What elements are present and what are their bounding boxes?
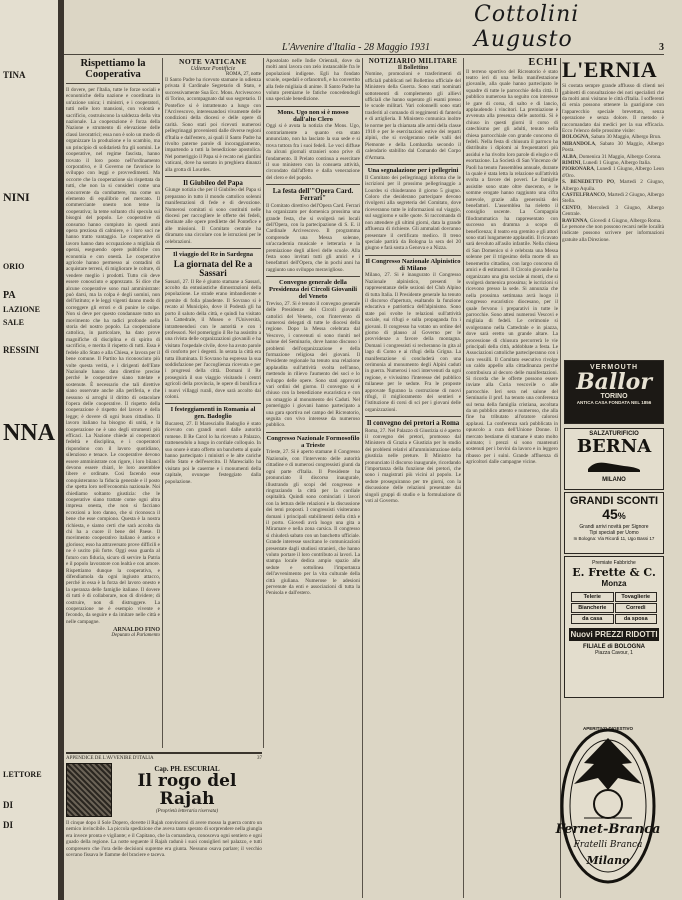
- frette-item: Telerie: [571, 592, 614, 602]
- ernia-location: PIORONARA, Lunedì 1 Giugno, Albergo Leon d'Oro.: [562, 166, 664, 179]
- ernia-location: S. BENEDETTO PO, Martedì 2 Giugno, Albergo Aquila.: [562, 179, 664, 192]
- frette-item: Corredi: [615, 603, 658, 613]
- ernia-text: Si costata sempre grande afflusso di clienti nei gabinetti di consultazione dei noti specialisti che da molti anni visitano le città d'Italia. I sofferenti di ernia possono ottenere la guarigione con l'apparecchio speciale brevettato, senza operazione e senza dolore. Il metodo è raccomandato dai medici per la sua efficacia. Ecco l'elenco delle prossime visite:: [562, 83, 664, 134]
- ernia-location: CENTO, Mercoledì 3 Giugno, Albergo Centrale.: [562, 204, 664, 218]
- serial-appendix: [66, 752, 262, 898]
- serial-label-row: [66, 756, 262, 761]
- article-body: Il Comitato direttivo dell'Opera Card. Ferrari ha organizzato per domenica prossima una grande festa, che si svolgerà nei locali dell'Opera, con la partecipazione di S. E. il Cardinale Arcivescovo. Il programma comprende una Messa solenne, un'accademia musicale e letteraria e la premiazione degli allievi delle scuole. Alla festa sono invitati tutti gli amici e i benefattori dell'Opera, che in pochi anni ha raggiunto uno sviluppo meraviglioso.: [266, 202, 360, 273]
- column-3: [266, 58, 360, 898]
- frette-prices: Nuovi PREZZI RIDOTTI: [570, 630, 658, 639]
- column-2: [165, 58, 261, 748]
- prev-fragment: LAZIONE: [3, 305, 40, 314]
- headline-opera-ferrari: La festa dell'"Opera Card. Ferrari": [272, 187, 354, 203]
- article-body: Il Santo Padre ha ricevuto stamane in udienza privata il Cardinale Segretario di Stato, e successivamente Sua Ecc. Mons. Arcivescovo di Torino, accompagnato dal suo segretario. Il Pontefice si è intrattenuto a lungo con l'Arcivescovo, interessandosi vivamente delle condizioni della diocesi e delle opere di carità. Sono stati poi ricevuti numerosi pellegrinaggi provenienti dalle diverse regioni d'Italia e dall'estero, ai quali il Santo Padre ha rivolto paterne parole di incoraggiamento, impartendo a tutti la benedizione apostolica. Nel pomeriggio il Papa si è recato nei giardini vaticani, dove ha sostato in preghiera dinanzi alla grotta di Lourdes.: [165, 76, 261, 173]
- ad-frette: [564, 556, 664, 698]
- headline-trieste: Congresso Nazionale Formosofilo a Trieste: [266, 434, 360, 449]
- article-body: Bucarest, 27. Il Maresciallo Badoglio è stato ricevuto con grandi onori dalle autorità romene. Il Re Carol lo ha ricevuto a Palazzo, trattenendolo a lungo in cordiale colloquio. In suo onore è stato offerto un banchetto al quale hanno partecipato i ministri e le alte cariche dello Stato e dell'esercito. Il Maresciallo ha visitato poi le caserme e i monumenti della capitale, ovunque festeggiato dalla popolazione.: [165, 421, 261, 485]
- ad-grandi-sconti: [564, 492, 664, 554]
- previous-page-edge: [0, 0, 60, 900]
- ballor-brand: VERMOUTH: [589, 364, 639, 371]
- page-3: [64, 0, 682, 900]
- article-body: Il dovere, per l'Italia, tutte le forze sociali e economiche della nazione e coordinata in un'azione unica; i ministri, e i cooperatori, tutti nelle loro mansioni, con volontà e sacrificio, costruiscono la saldezza della vita nazionale. La cooperazione è forza della Nazione e strumento di elevazione delle classi lavoratrici; essa non è solo un modo di organizzare la produzione e lo scambio, ma un principio di solidarietà fra gli uomini. Le cooperative, nel regime fascista, hanno trovato il loro posto nell'ordinamento corporativo, e il Governo ne favorisce lo sviluppo con leggi e provvedimenti. Ma occorre che la cooperazione sia rispettata da tutti, che non la si consideri come una concorrente da combattere, ma come un elemento di equilibrio nel mercato. Il commerciante onesto non teme la cooperativa; la teme soltanto chi specula sui bisogni del popolo. Le cooperative di consumo hanno compiuto in questi anni opera preziosa di calmiere, e i loro soci ne hanno tratto vantaggio. Le cooperative di lavoro hanno dato occupazione a migliaia di operai, eseguendo opere pubbliche con economia e con onestà. Le cooperative agricole hanno permesso ai contadini di acquistare terreni, di migliorare le colture, di vendere meglio i prodotti. Tutto ciò deve essere conosciuto e apprezzato. Si dice che alcune cooperative sono mal amministrate: può darsi, ma la colpa è degli uomini, non dell'istituto; e le leggi vigenti danno modo di correggere gli errori e di punire le colpe. Non si deve per questo condannare tutto un movimento che ha radici profonde nella storia del nostro popolo. La cooperazione cattolica, in particolare, ha dato prove magnifiche di disciplina e di spirito di sacrificio, e merita il rispetto di tutti. Essa è fedele allo Stato e alla Chiesa, e lavora per il bene comune. Il Partito ha riconosciuto più volte questa verità, e i dirigenti dell'Ente Nazionale hanno dato direttive precise perché le cooperative siano tutelate e sostenute. È necessario che tali direttive siano osservate anche alla periferia, e che nessuno si arroghi il diritto di ostacolare l'opera delle cooperative. Il rispetto della cooperazione è rispetto del lavoro e della legge; è dovere di ogni buon cittadino. Il lavoro italiano ha bisogno di unità, e la cooperazione ne è uno degli strumenti più efficaci. La Nazione chiede ai cooperatori fedeltà e disciplina, e i cooperatori rispondono con il lavoro quotidiano, silenzioso e tenace. Le cooperative devono essere amministrate con rigore, i loro bilanci devono essere chiari, le loro assemblee libere e ordinate. Così facendo esse conquisteranno la fiducia generale e il posto che spetta loro nell'economia nazionale. Noi chiediamo soltanto giustizia: che le cooperative siano trattate come ogni altra impresa onesta, che non si facciano eccezioni a loro danno, che si riconosca il bene che esse compiono. Questa è la nostra richiesta, e siamo certi che sarà accolta da chi ha a cuore il bene del Paese. Il movimento cooperativo italiano è antico e glorioso; esso ha attraversato prove difficili e ne è uscito più forte. Oggi esso guarda al futuro con fiducia, sicuro di servire la Patria e il popolo lavoratore con lealtà e con amore. Rispettiamo dunque la cooperativa, e difendiamola da ogni ingiusto attacco, perché in essa è la forza del lavoro onesto e la speranza delle famiglie italiane. Il dovere di tutti è di collaborare, non di dividere; di costruire, non di distruggere. La cooperazione ne è esempio vivente e fecondo, da seguire e da imitare nelle città e nelle campagne.: [66, 87, 160, 625]
- branca-name: Fernet-Branca: [555, 822, 661, 837]
- frette-item: da casa: [571, 614, 614, 624]
- ad-ernia: [562, 58, 664, 354]
- ernia-location: BOLOGNA, Sabato 30 Maggio, Albergo Brun.: [562, 134, 662, 141]
- frette-name: E. Frette & C.: [572, 566, 656, 579]
- frette-item: Tovaglierie: [615, 592, 658, 602]
- column-4: [365, 58, 461, 898]
- prev-fragment: ORIO: [3, 262, 25, 271]
- author-role: Deputato al Parlamento: [111, 633, 160, 639]
- serial-vignette: [66, 763, 112, 817]
- section-notiziario-militare: NOTIZIARIO MILITARE: [368, 58, 458, 65]
- berna-label: SALZATURIFICIO: [589, 431, 639, 437]
- subhead-bollettino: Il Bollettino: [397, 65, 429, 72]
- author-signature: ARNALDO FINO: [113, 627, 160, 634]
- ernia-location: RAVENNA, Giovedì 4 Giugno, Albergo Roma.: [562, 217, 662, 224]
- frette-branch: FILIALE di BOLOGNA: [583, 644, 645, 650]
- frette-items: [571, 592, 657, 624]
- frette-item: da sposa: [615, 614, 658, 624]
- headline-convegno-veneto: Convegno generale della Presidenza dei Circoli Giovanili del Veneto: [268, 279, 358, 300]
- headline-cooperativa: Rispettiamo la Cooperativa: [80, 58, 146, 81]
- frette-item: Biancherie: [571, 603, 614, 613]
- sconti-percent-row: 45%: [602, 506, 626, 522]
- ballor-line: ANTICA CASA FONDATA NEL 1856: [576, 400, 652, 405]
- ernia-location: CASTELFRANCO, Martedì 2 Giugno, Albergo Stella.: [562, 192, 664, 205]
- ballor-name: Ballor: [576, 369, 652, 395]
- section-echi: ECHI: [528, 58, 558, 68]
- headline-mons-ugo: Mons. Ugo non si è mosso dall'alto Clero: [277, 108, 349, 123]
- ad-fernet-branca: [554, 718, 662, 888]
- prev-fragment: RESSINI: [3, 345, 40, 355]
- prev-fragment: DI: [3, 820, 14, 830]
- serial-note: (Proprietà letteraria riservata): [155, 809, 219, 815]
- ernia-location: ALBA, Domenica 31 Maggio, Albergo Corona.: [562, 153, 662, 160]
- dateline: ROMA, 27, notte: [226, 71, 261, 77]
- article-body: Il Comitato dei pellegrinaggi informa che le iscrizioni per il prossimo pellegrinaggio a Lourdes si chiuderanno il giorno 5 giugno. Coloro che desiderano partecipare devono rivolgersi alla segreteria del Comitato, dove riceveranno tutte le informazioni sul viaggio, sul soggiorno e sulle quote. Si raccomanda di non attendere gli ultimi giorni, data la grande affluenza di richieste. Gli ammalati dovranno presentare il certificato medico. Il treno speciale partirà da Bologna la sera del 20 giugno e farà sosta a Genova e a Nizza.: [365, 174, 461, 252]
- shoe-icon: [584, 457, 644, 473]
- frette-city: Monza: [601, 579, 627, 588]
- article-body: Sassari, 27. Il Re è giunto stamane a Sassari, accolto da entusiastiche dimostrazioni della popolazione. Le strade erano imbandierate e gremite di folla plaudente. Il Sovrano si è recato al Municipio, dove il Podestà gli ha porto il saluto della città, e quindi ha visitato la Cattedrale, il Museo e l'Università, intrattenendosi con le autorità e con i professori. Nel pomeriggio il Re ha assistito a una rivista delle organizzazioni giovanili e ha visitato l'ospedale civile, dove ha avuto parole di conforto per i degenti. In serata la città era tutta illuminata. Il Sovrano ha espresso la sua soddisfazione per l'accoglienza ricevuta e per i progressi della città. Domani il Re proseguirà il suo viaggio visitando i centri agricoli della provincia, le opere di bonifica e i nuovi villaggi rurali, dove sarà accolto dai coloni.: [165, 278, 261, 400]
- article-body: Roma, 27. Nel Palazzo di Giustizia si è aperto il convegno dei pretori, promosso dal Ministero di Grazia e Giustizia per lo studio dei problemi relativi all'amministrazione della giustizia nelle preture. Il Ministro ha pronunciato il discorso inaugurale, ricordando l'importanza della funzione dei pretori, che sono i magistrati più vicini al popolo. Le sedute proseguiranno per tre giorni, con la discussione delle relazioni presentate dai singoli gruppi di studio e la formulazione di voti al Governo.: [365, 427, 461, 505]
- serial-author: Cap. PH. ESCURIAL: [154, 764, 220, 773]
- headline-giubileo: Il Giubileo del Papa: [183, 178, 243, 187]
- article-body: Oggi si è avuta la notizia che Mons. Ugo, contrariamente a quanto era stato annunciato, non ha lasciato la sua sede e si trova tuttora fra i suoi fedeli. Le voci diffuse da alcuni giornali stranieri sono prive di fondamento. Il Prelato continua a esercitare il suo ministero con la consueta attività, circondato dall'affetto e dalla venerazione del clero e del popolo.: [266, 123, 360, 181]
- ernia-text: Le persone che non possono recarsi nelle località indicate possono scrivere per informazioni gratuite alla Direzione.: [562, 224, 664, 243]
- section-note-vaticane: NOTE VATICANE: [179, 58, 247, 66]
- branca-city: Milano: [586, 854, 630, 867]
- running-header: [64, 40, 664, 55]
- prev-fragment: LETTORE: [3, 770, 42, 779]
- running-title: L'Avvenire d'Italia - 28 Maggio 1931: [282, 42, 431, 53]
- serial-appendix-label: APPENDICE DE L'AVVENIRE D'ITALIA: [66, 756, 154, 761]
- ernia-location: RIMINI, Lunedì 1 Giugno, Albergo Italia.: [562, 159, 651, 166]
- headline-badoglio: I festeggiamenti in Romania al gen. Badoglio: [170, 406, 256, 421]
- article-body: Giunge notizia che per il Giubileo del Papa si preparano in tutto il mondo cattolico solenni manifestazioni di fede e di devozione. Numerosi comitati si sono costituiti nelle diocesi per raccogliere le offerte dei fedeli, destinate alle opere predilette del Pontefice e alle missioni. Il Comitato centrale ha diramato una circolare con le istruzioni per le celebrazioni.: [165, 187, 261, 245]
- prev-fragment: SALE: [3, 318, 24, 327]
- prev-fragment: NNA: [3, 420, 55, 446]
- column-5: [466, 58, 558, 898]
- branca-maker: Fratelli Branca: [573, 840, 643, 850]
- ernia-title: L'ERNIA: [562, 58, 658, 82]
- page-number: 3: [659, 42, 664, 53]
- article-body: Apostolato nelle Indie Orientali, dove da molti anni lavora con zelo instancabile fra le popolazioni indigene. Egli ha fondato scuole, ospedali e orfanotrofi, e ha convertito alla fede migliaia di anime. Il Santo Padre ha voluto premiarne le fatiche concedendogli una speciale benedizione.: [266, 58, 360, 103]
- column-1: [66, 58, 160, 748]
- prev-fragment: TINA: [3, 70, 26, 80]
- prev-fragment: PA: [3, 290, 16, 301]
- article-body: Treviso, 27. Si è tenuto il convegno generale delle Presidenze dei Circoli giovanili cattolici del Veneto, con l'intervento di numerosi delegati di tutte le diocesi della regione. Dopo la Messa celebrata dal Vescovo, i convenuti si sono riuniti nel salone del Seminario, dove hanno discusso i problemi dell'organizzazione e della formazione religiosa dei giovani. Il Presidente regionale ha tenuto una relazione applaudita sull'attività svolta nell'anno, mettendo in rilievo l'aumento dei soci e lo sviluppo delle opere. Sono stati approvati vari ordini del giorno. Il convegno si è chiuso con la benedizione eucaristica e con un omaggio al monumento dei Caduti. Nel pomeriggio i giovani hanno partecipato a una gara sportiva nel campo del Ricreatorio, seguita con vivo interesse da numeroso pubblico.: [266, 300, 360, 429]
- headline-sassari: La giornata del Re a Sassari: [173, 258, 253, 279]
- branca-ring: APERITIVO DIGESTIVO: [582, 726, 633, 731]
- ernia-location: MIRANDOLA, Sabato 30 Maggio, Albergo Posta.: [562, 140, 664, 154]
- frette-address: Piazza Cavour, 1: [595, 650, 633, 656]
- subtitle-udienze: Udienze Pontificie: [190, 65, 236, 72]
- article-body: Milano, 27. Si è inaugurato il Congresso Nazionale alpinistico, presenti le rappresentanze delle sezioni del Club Alpino di tutta Italia. Il Presidente generale ha tenuto il discorso d'apertura, esaltando la funzione educativa e patriottica dell'alpinismo. Sono state poi svolte le relazioni sull'attività sociale, sui rifugi e sulla propaganda fra i giovani. Il congresso ha votato un ordine del giorno di plauso al Governo per le provvidenze a favore della montagna. Domani i congressisti si recheranno in gita al lago di Como e ai rifugi della Grigna. La manifestazione si concluderà con una cerimonia al monumento degli Alpini caduti in guerra. Numerosi i soci intervenuti da ogni regione, e vivissimo l'interesse del pubblico milanese per le sedute. Fra le proposte approvate figurano la costruzione di nuovi rifugi, il miglioramento dei sentieri e l'istituzione di corsi di sci per i giovani delle organizzazioni.: [365, 272, 461, 413]
- ad-ballor: [564, 360, 664, 424]
- sconti-line2: Tipi speciali per Uomo: [589, 530, 639, 536]
- frette-maker: Premiate Fabbriche: [592, 560, 636, 566]
- article-body: Il terreno sportivo del Ricreatorio è stato teatro ieri di una bella manifestazione giovanile, alla quale hanno partecipato le squadre di tutte le parrocchie della città. Il pubblico numeroso ha seguito con interesse le gare di corsa, di salto e di lancio, applaudendo i vincitori. La premiazione è avvenuta alla presenza delle autorità. Si è chiuso in questi giorni il corso di catechismo per gli adulti, tenuto nella chiesa parrocchiale con grande concorso di fedeli. Nella festa di chiusura il parroco ha distribuito i diplomi ai frequentatori più assidui e ha rivolto loro parole di elogio e di esortazione. La Società di San Vincenzo de' Paoli ha tenuto l'assemblea annuale, durante la quale è stata letta la relazione sull'attività svolta a favore dei poveri. Le famiglie assistite sono state oltre duecento, e le somme erogate hanno raggiunto una cifra notevole, grazie alla generosità dei benefattori. L'assemblea ha rieletto il consiglio uscente. La Compagnia filodrammatica ha rappresentato con successo un dramma a scopo di beneficenza; il teatro era gremito e gli attori sono stati lungamente applauditi. Il ricavato sarà devoluto all'asilo infantile. Nella chiesa di San Domenico si è celebrata una Messa solenne per il trigesimo della morte di un benemerito cittadino, con largo concorso di amici e di estimatori. Il Circolo giovanile ha organizzato una gita sociale ai monti, che si svolgerà domenica prossima; le iscrizioni si ricevono presso la sede. Si annunzia che nella prossima settimana avrà luogo il congresso eucaristico diocesano, per il quale fervono i preparativi in tutte le parrocchie. Sono attesi numerosi Vescovi e migliaia di fedeli. Le cerimonie si svolgeranno nella Cattedrale e in piazza, dove sarà eretto un grande altare. La processione di chiusura percorrerà le vie principali della città, addobbate a festa. Le Associazioni cattoliche parteciperanno con i loro vessilli. Il Comitato esecutivo rivolge un caldo appello alla cittadinanza perché contribuisca al decoro delle manifestazioni. Si ricorda che le offerte possono essere inviate alla Curia vescovile o alle parrocchie. Ieri sera nel salone del Seminario il prof. ha tenuto una conferenza sul tema della famiglia cristiana, ascoltata da un pubblico attento e numeroso, che alla fine ha tributato all'oratore calorosi applausi. La conferenza sarà pubblicata in opuscolo a cura dell'Unione Donne. Il mercato bestiame di stamane è stato molto animato; i prezzi si sono mantenuti sostenuti per i bovini da lavoro e in leggero ribasso per i suini. Grande affluenza di agricoltori dalle campagne vicine.: [466, 68, 558, 466]
- prev-fragment: DI: [3, 800, 14, 810]
- sconti-title: GRANDI SCONTI: [570, 495, 658, 507]
- sconti-percent: 45: [602, 506, 618, 522]
- berna-city: MILANO: [602, 477, 626, 483]
- article-body: Nomine, promozioni e trasferimenti di ufficiali pubblicati nel Bollettino ufficiale del Ministero della Guerra. Sono stati nominati sottotenenti di complemento gli allievi ufficiali che hanno superato gli esami presso le scuole militari. Vari colonnelli sono stati trasferiti al comando di reggimenti di fanteria e di artiglieria. Il Ministero comunica inoltre le norme per la chiamata alle armi della classe 1910 e per le esercitazioni estive dei reparti alpini, che si svolgeranno nelle valli del Piemonte e della Lombardia secondo il calendario stabilito dal Comando del Corpo d'Armata.: [365, 71, 461, 161]
- prev-fragment: NINI: [3, 190, 30, 204]
- headline-alpinistico: Il Congresso Nazionale Alpinistico di Milano: [365, 257, 461, 272]
- sconti-line1: Grandi arrivi novità per Signore: [579, 524, 649, 530]
- serial-number: 37: [257, 756, 262, 761]
- serial-title: Il rogo del Rajah: [137, 771, 237, 810]
- headline-pellegrini: Una segnalazione per i pellegrini: [367, 167, 459, 175]
- serial-body: Il cinque dopo il Sole Dopero, dovette il Rajah convincersi di avere mosso la guerra contro un nemico invincibile. La piccola spedizione che aveva tanto sperato di sorprendere nella giungla era invece pronta e vigilante; e il Capitano, che la comandava, conosceva ogni sentiero e ogni guado della regione. La notte seguente il Rajah radunò i suoi consiglieri nel palazzo, e tutti compresero che l'ora delle decisioni supreme era giunta. Nessuno osava parlare; il vecchio sovrano fissava le fiamme del braciere e taceva.: [66, 820, 262, 859]
- ballor-city: TORINO: [600, 393, 628, 400]
- headline-viaggio-re: Il viaggio del Re in Sardegna: [173, 250, 253, 258]
- headline-pretori: Il convegno dei pretori a Roma: [366, 419, 460, 428]
- berna-name: BERNA: [576, 436, 652, 457]
- handwritten-note: Cottolini Augusto: [474, 2, 580, 52]
- article-body: Trieste, 27. Si è aperto stamane il Congresso Nazionale, con l'intervento delle autorità cittadine e di numerosi congressisti giunti da ogni parte d'Italia. Il Presidente ha pronunciato il discorso inaugurale, illustrando gli scopi del congresso e ringraziando la città per la cordiale ospitalità. Quindi sono cominciati i lavori con la lettura delle relazioni e la discussione dei temi proposti. I congressisti visiteranno domani i principali stabilimenti della città e il porto. Giovedì avrà luogo una gita a Miramare e nella zona carsica. Il congresso si chiuderà sabato con un banchetto ufficiale. Grande interesse suscitano le comunicazioni presentate dagli studiosi stranieri, che hanno voluto portare il loro contributo ai lavori. La stampa locale dedica ampio spazio alle sedute e sottolinea l'importanza dell'avvenimento per la vita culturale della città giuliana. Numerose le adesioni pervenute da enti e associazioni di tutta la Penisola e dall'estero.: [266, 449, 360, 597]
- sconti-city: In Bologna: Via Ricordi 11, Ugo Bassi 17: [573, 536, 655, 541]
- ad-berna: [564, 428, 664, 490]
